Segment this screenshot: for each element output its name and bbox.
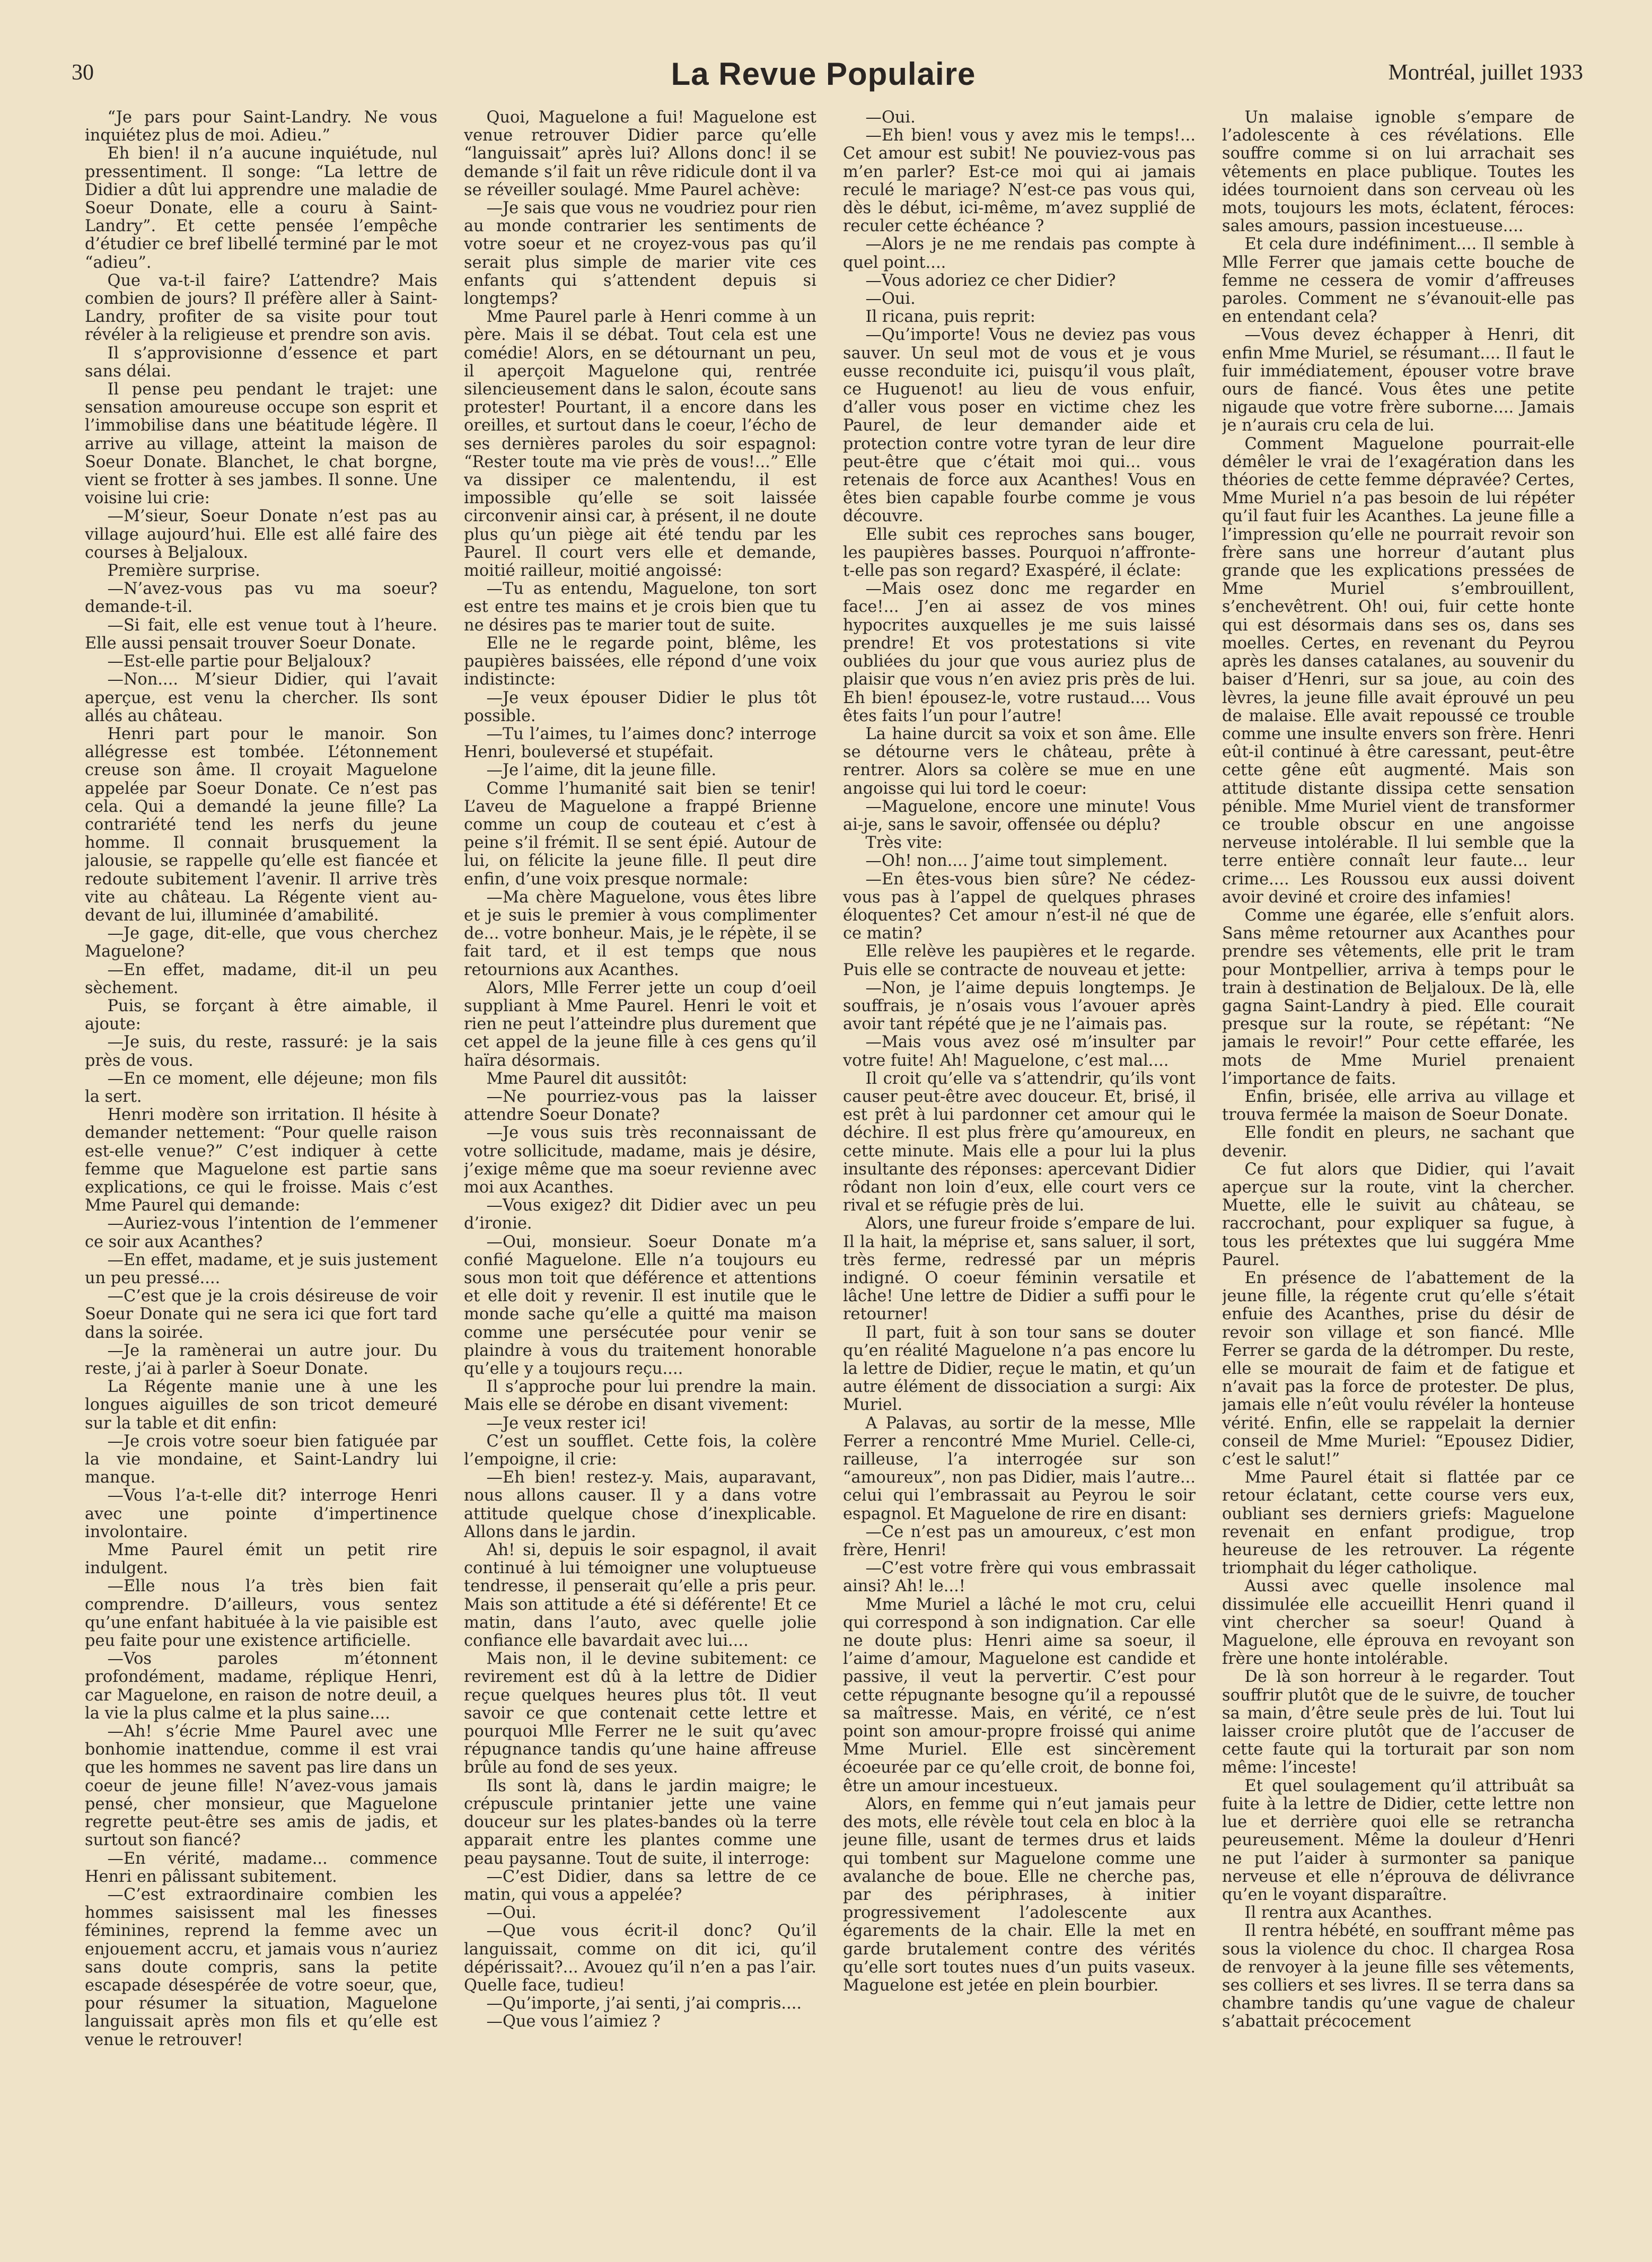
- paragraph: —Je vous suis très reconnaissant de votre sollicitude, madame, mais je désire, j’exige même que ma soeur revienne avec moi aux Acanthes.: [464, 1124, 816, 1197]
- paragraph: Mme Muriel a lâché le mot cru, celui qui correspond à son indignation. Car elle ne doute plus: Henri aime sa soeur, il l’aime d’amour, Maguelone est candide et passive, il veut la pervertir. C’est pour cette répugnante besogne qu’il a repoussé sa maîtresse. Mais, en vérité, ce n’est point son amour-propre froissé qui anime Mme Muriel. Elle est sincèrement écoeurée par ce qu’elle croit, de bonne foi, être un amour incestueux.: [843, 1595, 1196, 1795]
- paragraph: —En effet, madame, et je suis justement un peu pressé....: [85, 1250, 437, 1287]
- paragraph: Elle relève les paupières et le regarde. Puis elle se contracte de nouveau et jette:: [843, 942, 1196, 979]
- paragraph: —Je gage, dit-elle, que vous cherchez Maguelone?: [85, 924, 437, 961]
- issue-date: Montréal, juillet 1933: [1388, 60, 1583, 85]
- paragraph: —Maguelone, encore une minute! Vous ai-je, sans le savoir, offensée ou déplu?: [843, 797, 1196, 834]
- paragraph: —Est-elle partie pour Beljaloux?: [107, 652, 372, 671]
- paragraph: —Tu as entendu, Maguelone, ton sort est entre tes mains et je crois bien que tu ne désires pas te marier tout de suite.: [464, 580, 816, 635]
- paragraph: —Oui.: [865, 109, 916, 127]
- paragraph: —Que vous l’aimiez ?: [486, 2012, 661, 2031]
- paragraph: Elle ne le regarde point, blême, les paupières baissées, elle répond d’une voix indistincte:: [464, 634, 816, 689]
- paragraph: —Ne pourriez-vous pas la laisser attendre Soeur Donate?: [464, 1087, 816, 1125]
- paragraph: Quoi, Maguelone a fui! Maguelone est venue retrouver Didier parce qu’elle “languissait” après lui? Allons donc! il se demande s’il fait un rêve ridicule dont il va se réveiller soulagé. Mme Paurel achève:: [464, 109, 816, 199]
- paragraph: Elle fondit en pleurs, ne sachant que devenir.: [1222, 1124, 1575, 1161]
- paragraph: Alors, une fureur froide s’empare de lui. Il la hait, la méprise et, sans saluer, il sort, très ferme, redressé par un mépris indigné. O coeur féminin versatile et lâche! Une lettre de Didier a suffi pour le retourner!: [843, 1214, 1196, 1324]
- paragraph: —Qu’importe, j’ai senti, j’ai compris....: [486, 1994, 802, 2013]
- paragraph: Comme une égarée, elle s’enfuit alors. Sans même retourner aux Acanthes pour prendre ses vêtements, elle prit le tram pour Montpellier, arriva à temps pour le train à destination de Beljaloux. De là, elle gagna Saint-Landry à pied. Elle courait presque sur la route, se répétant: “Ne jamais le revoir!” Pour cette effarée, les mots de Mme Muriel prenaient l’importance de faits.: [1222, 906, 1575, 1088]
- paragraph: —Eh bien! restez-y. Mais, auparavant, nous allons causer. Il y a dans votre attitude quelque chose d’inexplicable. Allons dans le jardin.: [464, 1468, 816, 1541]
- paragraph: —Je la ramènerai un autre jour. Du reste, j’ai à parler à Soeur Donate.: [85, 1341, 437, 1379]
- paragraph: La haine durcit sa voix et son âme. Elle se détourne vers le château, prête à rentrer. Alors sa colère se mue en une angoisse qui lui tord le coeur:: [843, 724, 1196, 798]
- paragraph: Il part, fuit à son tour sans se douter qu’en réalité Maguelone n’a pas encore lu la lettre de Didier, reçue le matin, et qu’un autre élément de dissociation a surgi: Aix Muriel.: [843, 1323, 1196, 1415]
- article-columns: [85, 109, 1575, 2206]
- paragraph: Elle subit ces reproches sans bouger, les paupières basses. Pourquoi n’affronte-t-elle pas son regard? Exaspéré, il éclate:: [843, 525, 1196, 581]
- paragraph: —Je l’aime, dit la jeune fille.: [486, 761, 717, 780]
- paragraph: —Oui.: [486, 1904, 537, 1923]
- paragraph: Première surprise.: [107, 562, 260, 581]
- paragraph: Et cela dure indéfiniment.... Il semble à Mlle Ferrer que jamais cette bouche de femme ne cessera de vomir d’affreuses paroles. Comment ne s’évanouit-elle pas en entendant cela?: [1222, 235, 1575, 327]
- paragraph: Comme l’humanité sait bien se tenir! L’aveu de Maguelone a frappé Brienne comme un coup de couteau et c’est à peine s’il frémit. Il se sent épié. Autour de lui, on félicite la jeune fille. Il peut dire enfin, d’une voix presque normale:: [464, 779, 816, 889]
- paragraph: De là son horreur à le regarder. Tout souffrir plutôt que de le suivre, de toucher sa main, d’être seule près de lui. Tout lui laisser croire plutôt que de l’accuser de cette faute qui la torturait par son nom même: l’inceste!: [1222, 1668, 1575, 1777]
- text-column-3: [843, 109, 1196, 2206]
- paragraph: —C’est que je la crois désireuse de voir Soeur Donate qui ne sera ici que fort tard dans la soirée.: [85, 1287, 437, 1342]
- paragraph: —Je crois votre soeur bien fatiguée par la vie mondaine, et Saint-Landry lui manque.: [85, 1432, 437, 1487]
- paragraph: —Vous adoriez ce cher Didier?: [865, 271, 1116, 290]
- paragraph: —Non.... M’sieur Didier, qui l’avait aperçue, est venu la chercher. Ils sont allés au château.: [85, 670, 437, 725]
- paragraph: —Je suis, du reste, rassuré: je la sais près de vous.: [85, 1033, 437, 1070]
- paragraph: Il s’approvisionne d’essence et part sans délai.: [85, 344, 437, 381]
- paragraph: Henri part pour le manoir. Son allégresse est tombée. L’étonnement creuse son âme. Il croyait Maguelone appelée par Soeur Donate. Ce n’est pas cela. Qui a demandé la jeune fille? La contrariété tend les nerfs du jeune homme. Il connait brusquement la jalousie, se rappelle qu’elle est fiancée et redoute subitement l’avenir. Il arrive très vite au château. La Régente vient au-devant de lui, illuminée d’amabilité.: [85, 724, 437, 925]
- paragraph: —Ce n’est pas un amoureux, c’est mon frère, Henri!: [843, 1522, 1196, 1560]
- paragraph: Il ricana, puis reprit:: [865, 308, 1035, 327]
- paragraph: Aussi avec quelle insolence mal dissimulée elle accueillit Henri quand il vint chercher sa soeur! Quand à Maguelone, elle éprouva en revoyant son frère une honte intolérable.: [1222, 1577, 1575, 1669]
- paragraph: —Ma chère Maguelone, vous êtes libre et je suis le premier à vous complimenter de... votre bonheur. Mais, je le répète, il se fait tard, et il est temps que nous retournions aux Acanthes.: [464, 888, 816, 979]
- paragraph: Comment Maguelone pourrait-elle démêler le vrai de l’exagération dans les théories de cette femme dépravée? Certes, Mme Muriel n’a pas besoin de lui répéter qu’il faut fuir les Acanthes. La jeune fille a l’impression qu’elle ne pourrait revoir son frère sans une horreur d’autant plus grande que les explications pressées de Mme Muriel s’embrouillent, s’enchevêtrent. Oh! oui, fuir cette honte qui est désormais dans ses os, dans ses moelles. Certes, en revenant du Peyrou après les danses catalanes, au souvenir du baiser d’Henri, sur sa joue, au coin des lèvres, la jeune fille avait éprouvé un peu de malaise. Elle avait repoussé ce trouble comme une insulte envers son frère. Henri eût-il continué à être caressant, peut-être cette gêne eût augmenté. Mais son attitude distante dissipa cette sensation pénible. Mme Muriel vient de transformer ce trouble obscur en une angoisse nerveuse intolérable. Il lui semble que la terre entière connaît leur faute... leur crime.... Les Roussou eux aussi doivent avoir deviné et croire des infamies!: [1222, 434, 1575, 907]
- paragraph: “Je pars pour Saint-Landry. Ne vous inquiétez plus de moi. Adieu.”: [85, 109, 437, 145]
- paragraph: —En vérité, madame... commence Henri en pâlissant subitement.: [85, 1849, 437, 1886]
- paragraph: Ils sont là, dans le jardin maigre; le crépuscule printanier jette une vaine douceur sur les plates-bandes où la terre apparait entre les plantes comme une peau paysanne. Tout de suite, il interroge:: [464, 1776, 816, 1868]
- paragraph: —Que vous écrit-il donc? Qu’il languissait, comme on dit ici, qu’il dépérissait?... Avouez qu’il n’en a pas l’air. Quelle face, tudieu!: [464, 1922, 816, 1995]
- paragraph: —Oui, monsieur. Soeur Donate m’a confié Maguelone. Elle n’a toujours eu sous mon toit que déférence et attentions et elle doit y revenir. Il est inutile que le monde sache qu’elle a quitté ma maison comme une persécutée pour venir se plaindre à vous du traitement honorable qu’elle y a toujours reçu....: [464, 1232, 816, 1379]
- paragraph: Enfin, brisée, elle arriva au village et trouva fermée la maison de Soeur Donate.: [1222, 1087, 1575, 1125]
- paragraph: Très vite:: [865, 834, 943, 853]
- paragraph: Un malaise ignoble s’empare de l’adolescente à ces révélations. Elle souffre comme si on lui arrachait ses vêtements en place publique. Toutes les idées tournoient dans son cerveau où les mots, toujours les mots, éclatent, féroces: sales amours, passion incestueuse....: [1222, 109, 1575, 236]
- paragraph: Que va-t-il faire? L’attendre? Mais combien de jours? Il préfère aller à Saint-Landry, profiter de sa visite pour tout révéler à la religieuse et prendre son avis.: [85, 271, 437, 345]
- paragraph: —N’avez-vous pas vu ma soeur? demande-t-il.: [85, 580, 437, 617]
- text-column-4: [1222, 109, 1575, 2206]
- paragraph: A Palavas, au sortir de la messe, Mlle Ferrer a rencontré Mme Muriel. Celle-ci, railleuse, l’a interrogée sur son “amoureux”, non pas Didier, mais l’autre... celui qui l’embrassait au Peyrou le soir espagnol. Et Maguelone de rire en disant:: [843, 1414, 1196, 1523]
- paragraph: Mais non, il le devine subitement: ce revirement est dû à la lettre de Didier reçue quelques heures plus tôt. Il veut savoir ce que contenait cette lettre et pourquoi Mlle Ferrer ne le suit qu’avec répugnance tandis qu’une haine affreuse brûle au fond de ses yeux.: [464, 1650, 816, 1777]
- paragraph: Il croit qu’elle va s’attendrir, qu’ils vont causer peut-être avec douceur. Et, brisé, il est prêt à lui pardonner cet amour qui le déchire. Il est plus frère qu’amoureux, en cette minute. Mais elle a pour lui la plus insultante des réponses: apercevant Didier rôdant non loin d’eux, elle court vers ce rival et se réfugie près de lui.: [843, 1069, 1196, 1215]
- page-header: [64, 56, 1583, 98]
- paragraph: —Oui.: [865, 290, 916, 309]
- paragraph: C’est un soufflet. Cette fois, la colère l’empoigne, il crie:: [464, 1432, 816, 1469]
- paragraph: —Non, je l’aime depuis longtemps. Je souffrais, je n’osais vous l’avouer après avoir tant répété que je ne l’aimais pas.: [843, 978, 1196, 1034]
- paragraph: —En effet, madame, dit-il un peu sèchement.: [85, 960, 437, 997]
- paragraph: Il s’approche pour lui prendre la main. Mais elle se dérobe en disant vivement:: [464, 1378, 816, 1415]
- paragraph: —Mais vous avez osé m’insulter par votre fuite! Ah! Maguelone, c’est mal....: [843, 1033, 1196, 1070]
- paragraph: La Régente manie une à une les longues aiguilles de son tricot demeuré sur la table et dit enfin:: [85, 1378, 437, 1433]
- paragraph: Il rentra aux Acanthes.: [1244, 1904, 1433, 1923]
- paragraph: Et quel soulagement qu’il attribuât sa fuite à la lettre de Didier, cette lettre non lue et derrière quoi elle se retrancha peureusement. Même la douleur d’Henri ne put l’aider à surmonter sa panique nerveuse et elle n’éprouva de délivrance qu’en le voyant disparaître.: [1222, 1776, 1575, 1904]
- paragraph: Alors, Mlle Ferrer jette un coup d’oeil suppliant à Mme Paurel. Henri le voit et rien ne peut l’atteindre plus durement que cet appel de la jeune fille à ces gens qu’il haïra désormais.: [464, 978, 816, 1070]
- paragraph: Ce fut alors que Didier, qui l’avait aperçue sur la route, vint la chercher. Muette, elle le suivit au château, se raccrochant, pour expliquer sa fugue, à tous les prétextes que lui suggéra Mme Paurel.: [1222, 1160, 1575, 1269]
- paragraph: Mme Paurel parle à Henri comme à un père. Mais il se débat. Tout cela est une comédie! Alors, en se détournant un peu, il aperçoit Maguelone qui, rentrée silencieusement dans le salon, écoute sans protester! Pourtant, il a encore dans les oreilles, et surtout dans le coeur, l’écho de ses dernières paroles du soir espagnol: “Rester toute ma vie près de vous!...” Elle va dissiper ce malentendu, il est impossible qu’elle se soit laissée circonvenir ainsi car, à présent, il ne doute plus qu’un piège ait été tendu par les Paurel. Il court vers elle et demande, moitié railleur, moitié angoissé:: [464, 308, 816, 581]
- paragraph: Henri modère son irritation. Il hésite à demander nettement: “Pour quelle raison est-elle venue?” C’est indiquer à cette femme que Maguelone est partie sans explications, ce qui le froisse. Mais c’est Mme Paurel qui demande:: [85, 1106, 437, 1215]
- paragraph: —Ah! s’écrie Mme Paurel avec une bonhomie inattendue, comme il est vrai que les hommes ne savent pas lire dans un coeur de jeune fille! N’avez-vous jamais pensé, cher monsieur, que Maguelone regrette peut-être ses amis de jadis, et surtout son fiancé?: [85, 1722, 437, 1850]
- journal-title: La Revue Populaire: [671, 56, 976, 92]
- paragraph: —En êtes-vous bien sûre? Ne cédez-vous pas à l’appel de quelques phrases éloquentes? Cet amour n’est-il né que de ce matin?: [843, 870, 1196, 943]
- paragraph: —Oh! non.... J’aime tout simplement.: [865, 852, 1168, 871]
- paragraph: —M’sieur, Soeur Donate n’est pas au village aujourd’hui. Elle est allé faire des courses à Beljaloux.: [85, 507, 437, 562]
- paragraph: Alors, en femme qui n’eut jamais peur des mots, elle révèle tout cela en bloc à la jeune fille, usant de termes drus et laids qui tombent sur Maguelone comme une avalanche de boue. Elle ne cherche pas, par des périphrases, à initier progressivement l’adolescente aux égarements de la chair. Elle la met en garde brutalement contre des vérités qu’elle sort toutes nues d’un puits vaseux. Maguelone est jetée en plein bourbier.: [843, 1794, 1196, 1995]
- paragraph: —Si fait, elle est venue tout à l’heure. Elle aussi pensait trouver Soeur Donate.: [85, 616, 437, 653]
- paragraph: —Vous exigez? dit Didier avec un peu d’ironie.: [464, 1196, 816, 1233]
- paragraph: —Mais osez donc me regarder en face!... J’en ai assez de vos mines hypocrites auxquelles je me suis laissé prendre! Et vos protestations si vite oubliées du jour que vous auriez plus de plaisir que vous n’en aviez pris près de lui. Eh bien! épousez-le, votre rustaud.... Vous êtes faits l’un pour l’autre!: [843, 580, 1196, 725]
- paragraph: —Je sais que vous ne voudriez pour rien au monde contrarier les sentiments de votre soeur et ne croyez-vous pas qu’il serait plus simple de marier vite ces enfants qui s’attendent depuis si longtemps?: [464, 199, 816, 309]
- paragraph: —C’est votre frère qui vous embrassait ainsi? Ah! le...!: [843, 1559, 1196, 1596]
- paragraph: Mme Paurel dit aussitôt:: [486, 1069, 688, 1088]
- paragraph: Eh bien! il n’a aucune inquiétude, nul pressentiment. Il songe: “La lettre de Didier a dût lui apprendre une maladie de Soeur Donate, elle a couru à Saint-Landry”. Et cette pensée l’empêche d’étudier ce bref libellé terminé par le mot “adieu”.: [85, 144, 437, 272]
- page-number: 30: [72, 60, 94, 85]
- paragraph: Il pense peu pendant le trajet: une sensation amoureuse occupe son esprit et l’immobilise dans une béatitude légère. Il arrive au village, atteint la maison de Soeur Donate. Blanchet, le chat borgne, vient se frotter à ses jambes. Il sonne. Une voisine lui crie:: [85, 380, 437, 508]
- paragraph: —C’est extraordinaire combien les hommes saisissent mal les finesses féminines, reprend la femme avec un enjouement accru, et jamais vous n’auriez sans doute compris, sans la petite escapade désespérée de votre soeur, que, pour résumer la situation, Maguelone languissait après mon fils et qu’elle est venue le retrouver!: [85, 1885, 437, 2049]
- paragraph: —Vos paroles m’étonnent profondément, madame, réplique Henri, car Maguelone, en raison de notre deuil, a la vie la plus calme et la plus saine....: [85, 1650, 437, 1723]
- paragraph: —Tu l’aimes, tu l’aimes donc? interroge Henri, bouleversé et stupéfait.: [464, 724, 816, 762]
- paragraph: —Je veux épouser Didier le plus tôt possible.: [464, 688, 816, 725]
- paragraph: —Elle nous l’a très bien fait comprendre. D’ailleurs, vous sentez qu’une enfant habituée à la vie paisible est peu faite pour une existence artificielle.: [85, 1577, 437, 1651]
- paragraph: —Eh bien! vous y avez mis le temps!... Cet amour est subit! Ne pouviez-vous pas m’en parler? Est-ce moi qui ai jamais reculé le mariage? N’est-ce pas vous qui, dès le début, ici-même, m’avez supplié de reculer cette échéance ?: [843, 126, 1196, 236]
- paragraph: —C’est Didier, dans sa lettre de ce matin, qui vous a appelée?: [464, 1867, 816, 1904]
- paragraph: —Vous l’a-t-elle dit? interroge Henri avec une pointe d’impertinence involontaire.: [85, 1486, 437, 1541]
- text-column-2: [464, 109, 816, 2206]
- paragraph: —Vous devez échapper à Henri, dit enfin Mme Muriel, se résumant.... Il faut le fuir immédiatement, épouser votre brave ours de fiancé. Vous êtes une petite nigaude que votre frère suborne.... Jamais je n’aurais cru cela de lui.: [1222, 326, 1575, 435]
- text-column-1: [85, 109, 437, 2206]
- paragraph: Mme Paurel était si flattée par ce retour éclatant, cette course vers eux, oubliant ses derniers griefs: Maguelone revenait en enfant prodigue, trop heureuse de les retrouver. La régente triomphait du léger catholique.: [1222, 1468, 1575, 1578]
- paragraph: En présence de l’abattement de la jeune fille, la régente crut qu’elle s’était enfuie des Acanthes, prise du désir de revoir son village et son fiancé. Mlle Ferrer se garda de la détromper. Du reste, elle se mourait de faim et de fatigue et n’avait pas la force de protester. De plus, jamais elle n’eût voulu révéler la honteuse vérité. Enfin, elle se rappelait la dernier conseil de Mme Muriel: “Epousez Didier, c’est le salut!”: [1222, 1269, 1575, 1469]
- paragraph: —Alors je ne me rendais pas compte à quel point....: [843, 235, 1196, 272]
- paragraph: Mme Paurel émit un petit rire indulgent.: [85, 1541, 437, 1578]
- paragraph: —En ce moment, elle déjeune; mon fils la sert.: [85, 1069, 437, 1106]
- paragraph: —Qu’importe! Vous ne deviez pas vous sauver. Un seul mot de vous et je vous eusse reconduite ici, puisqu’il vous plaît, ce Huguenot! au lieu de vous enfuir, d’aller vous poser en victime chez les Paurel, de leur demander aide et protection contre votre tyran de leur dire peut-être que c’était moi qui... vous retenais de force aux Acanthes! Vous en êtes bien capable fourbe comme je vous découvre.: [843, 326, 1196, 526]
- paragraph: —Auriez-vous l’intention de l’emmener ce soir aux Acanthes?: [85, 1214, 437, 1251]
- paragraph: Il rentra hébété, en souffrant même pas sous la violence du choc. Il chargea Rosa de renvoyer à la jeune fille ses vêtements, ses colliers et ses livres. Il se terra dans sa chambre tandis qu’une vague de chaleur s’abattait précocement: [1222, 1922, 1575, 2031]
- paragraph: Ah! si, depuis le soir espagnol, il avait continué à lui témoigner une voluptueuse tendresse, il penserait qu’elle a pris peur. Mais son attitude a été si déférente! Et ce matin, dans l’auto, avec quelle jolie confiance elle bavardait avec lui....: [464, 1541, 816, 1651]
- paragraph: Puis, se forçant à être aimable, il ajoute:: [85, 996, 437, 1034]
- paragraph: —Je veux rester ici!: [486, 1414, 647, 1433]
